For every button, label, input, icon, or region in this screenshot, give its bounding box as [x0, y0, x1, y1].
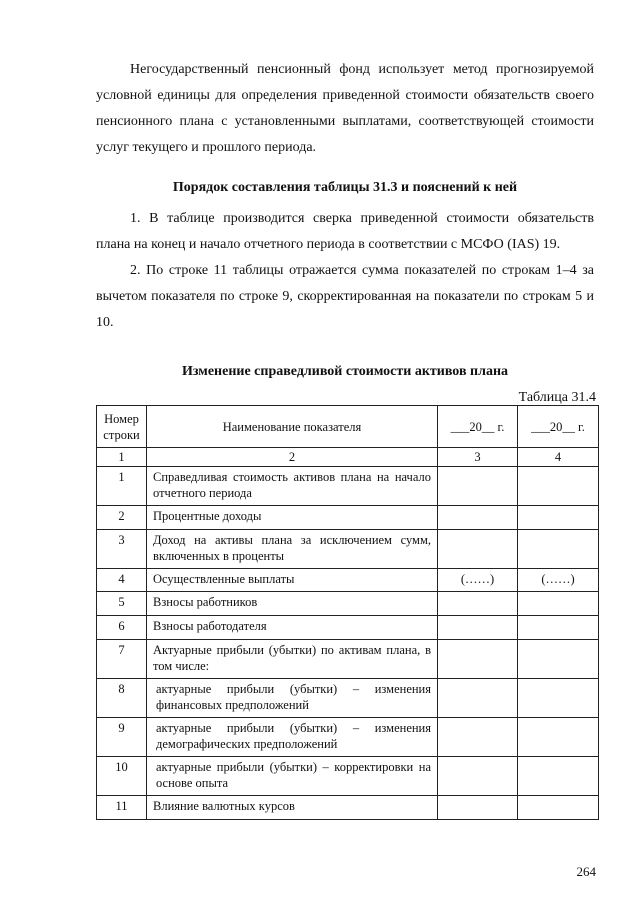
value-cell-year-1	[438, 506, 518, 530]
index-cell: 4	[518, 448, 599, 467]
indicator-name-cell: Осуществленные выплаты	[147, 569, 438, 592]
table-row	[97, 757, 599, 796]
intro-paragraph: Негосударственный пенсионный фонд использует метод прогнозируемой условной единицы для определения приведенной стоимости обязательств своего пенсионного плана с установленными выплатами, соответствующей стоимости услуг текущего и прошлого периода.	[96, 62, 594, 155]
table-row	[97, 616, 599, 640]
value-cell-year-1	[438, 757, 518, 796]
value-cell-year-1: (……)	[438, 569, 518, 592]
indicator-name-cell: Процентные доходы	[147, 506, 438, 530]
value-cell-year-2	[518, 506, 599, 530]
item-1-paragraph: 1. В таблице производится сверка приведенной стоимости обязательств плана на конец и начало отчетного периода в соответствии с МСФО (IAS) 19.	[96, 211, 594, 252]
index-cell: 2	[147, 448, 438, 467]
indicator-name-cell: актуарные прибыли (убытки) – корректировки на основе опыта	[147, 757, 438, 796]
value-cell-year-1	[438, 640, 518, 679]
assets-table	[96, 405, 599, 820]
indicator-name-cell: Справедливая стоимость активов плана на начало отчетного периода	[147, 467, 438, 506]
value-cell-year-1	[438, 530, 518, 569]
row-number-cell: 3	[97, 530, 147, 569]
table-header-row	[97, 406, 599, 448]
index-cell: 3	[438, 448, 518, 467]
table-heading: Изменение справедливой стоимости активов плана	[181, 364, 509, 379]
value-cell-year-2	[518, 718, 599, 757]
value-cell-year-1	[438, 467, 518, 506]
row-number-cell: 8	[97, 679, 147, 718]
value-cell-year-1	[438, 796, 518, 820]
row-number-cell: 4	[97, 569, 147, 592]
page-number: 264	[576, 864, 596, 879]
value-cell-year-2	[518, 640, 599, 679]
row-number-cell: 5	[97, 592, 147, 616]
value-cell-year-1	[438, 616, 518, 640]
table-row	[97, 530, 599, 569]
value-cell-year-2	[518, 592, 599, 616]
indicator-name-cell: Взносы работников	[147, 592, 438, 616]
table-row	[97, 796, 599, 820]
indicator-name-cell: Влияние валютных курсов	[147, 796, 438, 820]
row-number-cell: 7	[97, 640, 147, 679]
table-row	[97, 467, 599, 506]
table-body	[97, 467, 599, 820]
table-row	[97, 718, 599, 757]
value-cell-year-2	[518, 616, 599, 640]
indicator-name-cell: Актуарные прибыли (убытки) по активам плана, в том числе:	[147, 640, 438, 679]
value-cell-year-1	[438, 718, 518, 757]
header-row-number: Номер строки	[97, 406, 147, 448]
indicator-name-cell: актуарные прибыли (убытки) – изменения демографических предположений	[147, 718, 438, 757]
row-number-cell: 11	[97, 796, 147, 820]
indicator-name-cell: Доход на активы плана за исключением сумм, включенных в проценты	[147, 530, 438, 569]
table-row	[97, 592, 599, 616]
table-row	[97, 506, 599, 530]
section-heading: Порядок составления таблицы 31.3 и пояснений к ней	[172, 180, 518, 195]
value-cell-year-1	[438, 592, 518, 616]
row-number-cell: 9	[97, 718, 147, 757]
table-index-row	[97, 448, 599, 467]
value-cell-year-2	[518, 530, 599, 569]
row-number-cell: 10	[97, 757, 147, 796]
value-cell-year-2	[518, 796, 599, 820]
value-cell-year-2	[518, 467, 599, 506]
header-year-1: ___20__ г.	[438, 406, 518, 448]
value-cell-year-2: (……)	[518, 569, 599, 592]
table-row	[97, 569, 599, 592]
item-2-paragraph: 2. По строке 11 таблицы отражается сумма показателей по строкам 1–4 за вычетом показателя по строке 9, скорректированная на показатели по строкам 5 и 10.	[96, 263, 594, 330]
value-cell-year-2	[518, 679, 599, 718]
row-number-cell: 6	[97, 616, 147, 640]
row-number-cell: 2	[97, 506, 147, 530]
value-cell-year-1	[438, 679, 518, 718]
table-row	[97, 679, 599, 718]
row-number-cell: 1	[97, 467, 147, 506]
indicator-name-cell: актуарные прибыли (убытки) – изменения финансовых предположений	[147, 679, 438, 718]
header-indicator-name: Наименование показателя	[147, 406, 438, 448]
index-cell: 1	[97, 448, 147, 467]
indicator-name-cell: Взносы работодателя	[147, 616, 438, 640]
table-caption: Таблица 31.4	[518, 390, 596, 405]
table-row	[97, 640, 599, 679]
header-year-2: ___20__ г.	[518, 406, 599, 448]
value-cell-year-2	[518, 757, 599, 796]
